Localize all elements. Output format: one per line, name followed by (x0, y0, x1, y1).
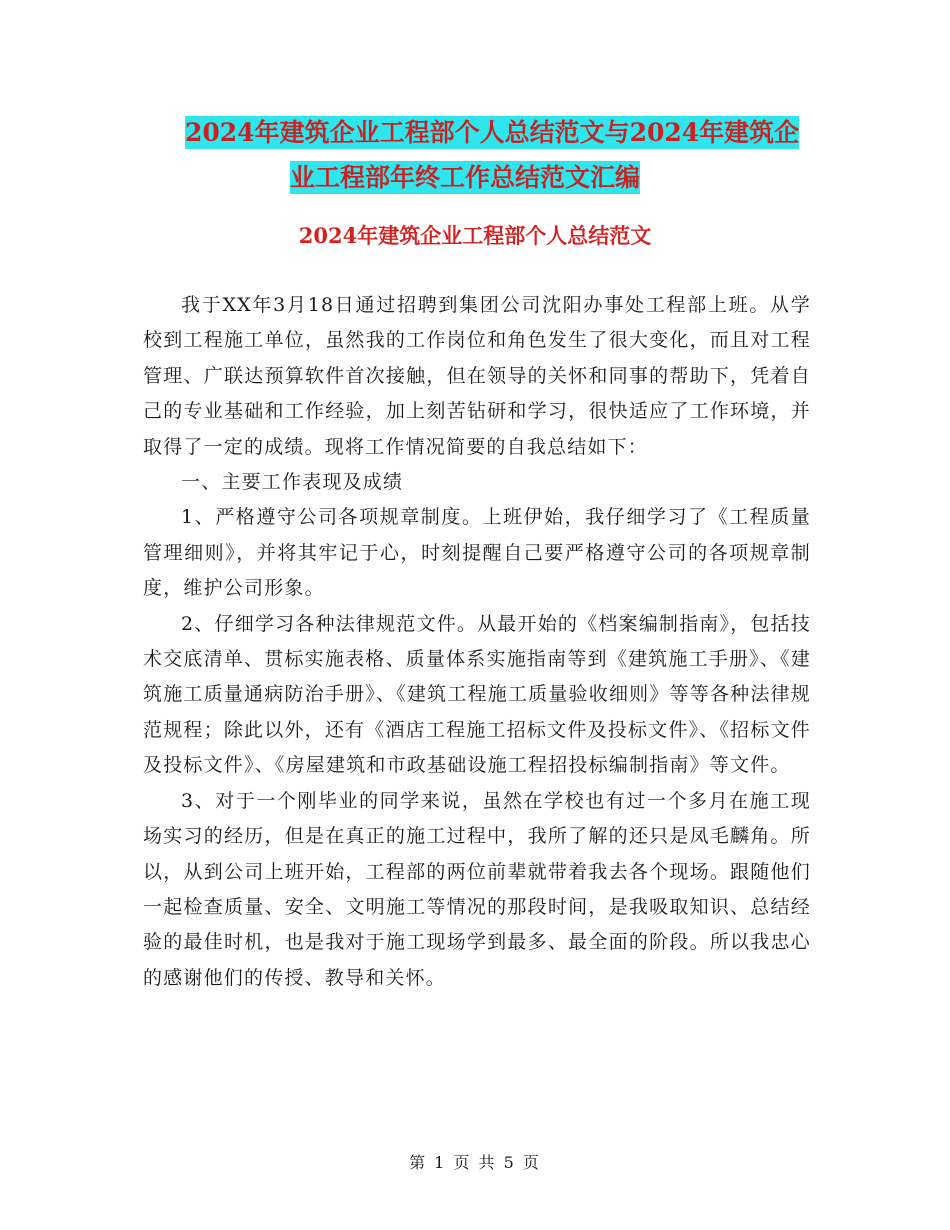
main-title-line-1-text: 2024年建筑企业工程部个人总结范文与2024年建筑企 (185, 118, 800, 147)
paragraph-item-3: 3、对于一个刚毕业的同学来说，虽然在学校也有过一个多月在施工现场实习的经历，但是在真正的施工过程中，我所了解的还只是凤毛麟角。所以，从到公司上班开始，工程部的两位前辈就带着我去各个现场。跟随他们一起检查质量、安全、文明施工等情况的那段时间，是我吸取知识、总结经验的最佳时机，也是我对于施工现场学到最多、最全面的阶段。所以我忠心的感谢他们的传授、教导和关怀。 (143, 789, 811, 989)
paragraph-item-2: 2、仔细学习各种法律规范文件。从最开始的《档案编制指南》，包括技术交底清单、贯标实施表格、质量体系实施指南等到《建筑施工手册》、《建筑施工质量通病防治手册》、《建筑工程施工质量验收细则》等等各种法律规范规程；除此以外，还有《酒店工程施工招标文件及投标文件》、《招标文件及投标文件》、《房屋建筑和市政基础设施工程招投标编制指南》等文件。 (143, 612, 811, 777)
main-title-line-2-text: 业工程部年终工作总结范文汇编 (290, 163, 641, 192)
main-title-line-2 (130, 155, 850, 200)
paragraph-heading-1: 一、主要工作表现及成绩 (181, 471, 404, 494)
main-title (130, 110, 850, 200)
page-footer: 第 1 页 共 5 页 (409, 1153, 541, 1172)
body-text (143, 288, 811, 996)
paragraph-item-1: 1、严格遵守公司各项规章制度。上班伊始，我仔细学习了《工程质量管理细则》，并将其牢记于心，时刻提醒自己要严格遵守公司的各项规章制度，维护公司形象。 (143, 506, 811, 600)
section-title: 2024年建筑企业工程部个人总结范文 (298, 223, 652, 248)
main-title-line-1 (130, 110, 850, 155)
paragraph-intro: 我于XX年3月18日通过招聘到集团公司沈阳办事处工程部上班。从学校到工程施工单位，虽然我的工作岗位和角色发生了很大变化，而且对工程管理、广联达预算软件首次接触，但在领导的关怀和同事的帮助下，凭着自己的专业基础和工作经验，加上刻苦钻研和学习，很快适应了工作环境，并取得了一定的成绩。现将工作情况简要的自我总结如下： (143, 294, 811, 458)
